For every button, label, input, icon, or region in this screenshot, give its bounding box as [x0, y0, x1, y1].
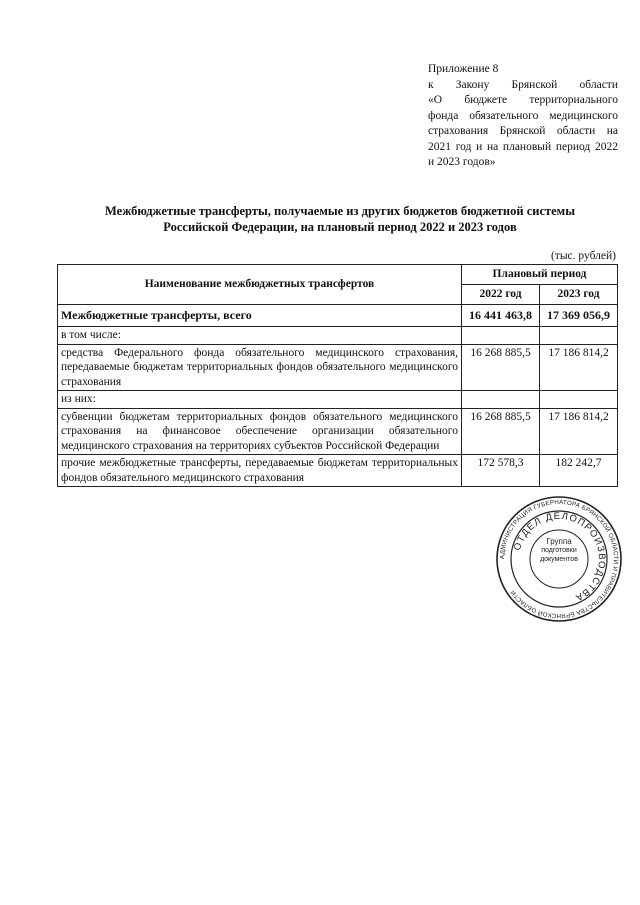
table-row — [58, 455, 618, 487]
row-name: в том числе: — [58, 327, 462, 345]
table-row — [58, 305, 618, 327]
row-name: субвенции бюджетам территориальных фондов обязательного медицинского страхования на финансовое обеспечение организации обязательного медицинского страхования на территориях субъектов Российской Федерации — [58, 408, 462, 455]
row-value-2023: 17 369 056,9 — [540, 305, 618, 327]
table-row — [58, 391, 618, 409]
row-name: средства Федерального фонда обязательного медицинского страхования, передаваемые бюджетам территориальных фондов обязательного медицинского страхования — [58, 344, 462, 391]
appendix-line: «О бюджете территориального — [428, 94, 618, 106]
appendix-line: Приложение 8 — [428, 63, 499, 75]
appendix-line: 2021 год и на плановый период 2022 — [428, 140, 618, 153]
row-name: Межбюджетные трансферты, всего — [58, 305, 462, 327]
stamp-ring-text: ОТДЕЛ ДЕЛОПРОИЗВОДСТВА — [511, 510, 608, 604]
stamp-inner-line: документов — [540, 556, 578, 563]
row-value-2023 — [540, 327, 618, 345]
header-name: Наименование межбюджетных трансфертов — [58, 265, 462, 305]
header-period: Плановый период — [462, 265, 618, 285]
units-label: (тыс. рублей) — [550, 250, 616, 262]
row-value-2022 — [462, 391, 540, 409]
row-value-2022: 16 268 885,5 — [462, 408, 540, 455]
table-row — [58, 408, 618, 455]
header-year-2022: 2022 год — [462, 285, 540, 305]
table-row — [58, 327, 618, 345]
row-value-2023: 182 242,7 — [540, 455, 618, 487]
row-value-2023: 17 186 814,2 — [540, 408, 618, 455]
stamp-inner-line: подготовки — [541, 547, 577, 554]
stamp-inner-line: Группа — [546, 537, 572, 546]
row-value-2023 — [540, 391, 618, 409]
official-stamp — [495, 495, 623, 623]
row-name: из них: — [58, 391, 462, 409]
transfers-table — [57, 264, 618, 487]
title-line-2: Российской Федерации, на плановый период 2022 и 2023 годов — [163, 220, 517, 234]
table-header-row — [58, 265, 618, 285]
row-value-2022: 16 268 885,5 — [462, 344, 540, 391]
stamp-inner — [536, 537, 582, 564]
appendix-note — [428, 62, 618, 171]
appendix-line: к Закону Брянской области — [428, 78, 618, 91]
stamp-outer-text: АДМИНИСТРАЦИЯ ГУБЕРНАТОРА БРЯНСКОЙ ОБЛАСТИ И ПРАВИТЕЛЬСТВА БРЯНСКОЙ ОБЛАСТИ — [498, 498, 620, 620]
table-row — [58, 344, 618, 391]
row-value-2022: 172 578,3 — [462, 455, 540, 487]
row-value-2023: 17 186 814,2 — [540, 344, 618, 391]
appendix-line: фонда обязательного медицинского — [428, 109, 618, 122]
appendix-line: страхования Брянской области на — [428, 125, 618, 137]
header-year-2023: 2023 год — [540, 285, 618, 305]
document-title — [60, 203, 620, 235]
title-line-1: Межбюджетные трансферты, получаемые из других бюджетов бюджетной системы — [105, 204, 575, 218]
row-name: прочие межбюджетные трансферты, передаваемые бюджетам территориальных фондов обязательного медицинского страхования — [58, 455, 462, 487]
appendix-line: и 2023 годов» — [428, 156, 496, 168]
row-value-2022: 16 441 463,8 — [462, 305, 540, 327]
row-value-2022 — [462, 327, 540, 345]
